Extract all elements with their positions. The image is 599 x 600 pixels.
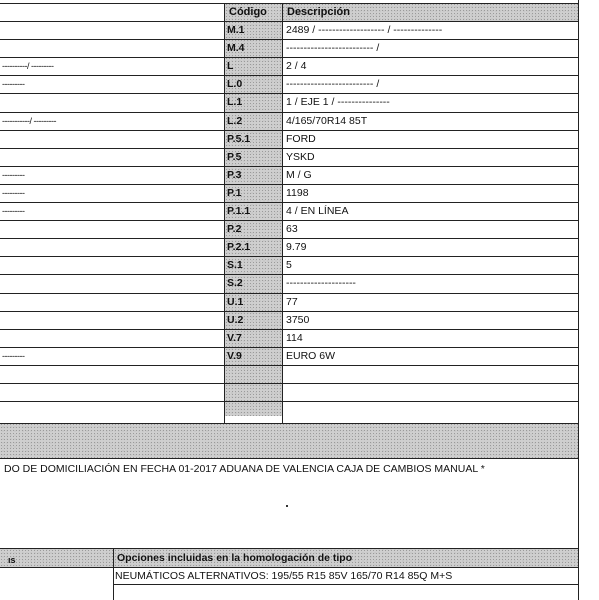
row-code: V.9 bbox=[227, 350, 242, 362]
row-code: U.2 bbox=[227, 314, 244, 326]
row-description: 77 bbox=[286, 296, 298, 308]
row-left-value: --------- bbox=[2, 351, 25, 361]
row-code: V.7 bbox=[227, 332, 242, 344]
options-header: Opciones incluidas en la homologación de tipo bbox=[117, 552, 353, 564]
row-line bbox=[0, 256, 579, 257]
section-divider bbox=[113, 584, 579, 585]
row-line bbox=[0, 130, 579, 131]
row-line bbox=[0, 347, 579, 348]
row-description: 3750 bbox=[286, 314, 310, 326]
row-description: ------------------------- / bbox=[286, 42, 380, 54]
row-line bbox=[0, 166, 579, 167]
row-code: P.5.1 bbox=[227, 133, 251, 145]
row-left-value: --------- bbox=[2, 170, 25, 180]
row-code: L.0 bbox=[227, 78, 243, 90]
section-band bbox=[0, 423, 578, 458]
row-left-value: --------- bbox=[2, 206, 25, 216]
row-description: FORD bbox=[286, 133, 316, 145]
row-code: M.1 bbox=[227, 24, 245, 36]
row-code: L.1 bbox=[227, 96, 243, 108]
row-line bbox=[0, 329, 579, 330]
row-line bbox=[0, 3, 579, 4]
row-left-value: --------- bbox=[2, 79, 25, 89]
options-text: NEUMÁTICOS ALTERNATIVOS: 195/55 R15 85V 165/70 R14 85Q M+S bbox=[115, 570, 453, 582]
row-description: 4/165/70R14 85T bbox=[286, 115, 368, 127]
row-code: L bbox=[227, 60, 234, 72]
row-code: S.1 bbox=[227, 259, 243, 271]
row-code: U.1 bbox=[227, 296, 244, 308]
header-code: Código bbox=[229, 6, 267, 18]
row-code: L.2 bbox=[227, 115, 243, 127]
scan-speck bbox=[286, 505, 288, 507]
row-description: 4 / EN LÍNEA bbox=[286, 205, 349, 217]
row-left-value: --------- bbox=[2, 188, 25, 198]
row-code: P.2.1 bbox=[227, 241, 251, 253]
header-description: Descripción bbox=[287, 6, 350, 18]
row-description: M / G bbox=[286, 169, 312, 181]
table-header-bg bbox=[225, 3, 578, 21]
row-description: YSKD bbox=[286, 151, 315, 163]
row-code: P.1 bbox=[227, 187, 242, 199]
row-line bbox=[0, 220, 579, 221]
row-description: 9.79 bbox=[286, 241, 307, 253]
row-line bbox=[0, 401, 579, 402]
options-divider bbox=[113, 548, 114, 600]
row-line bbox=[0, 365, 579, 366]
row-code: P.5 bbox=[227, 151, 242, 163]
row-description: EURO 6W bbox=[286, 350, 336, 362]
row-description: 5 bbox=[286, 259, 292, 271]
options-left-label: ıs bbox=[8, 555, 16, 565]
section-divider bbox=[0, 567, 579, 568]
row-line bbox=[0, 148, 579, 149]
row-description: 2489 / ------------------- / -------------- bbox=[286, 24, 443, 36]
row-left-value: ----------/ --------- bbox=[2, 61, 54, 71]
row-left-value: -----------/ --------- bbox=[2, 116, 56, 126]
section-divider bbox=[0, 423, 579, 424]
row-description: 1198 bbox=[286, 187, 309, 199]
row-line bbox=[0, 57, 579, 58]
table-divider bbox=[224, 3, 225, 423]
row-line bbox=[0, 184, 579, 185]
row-line bbox=[0, 311, 579, 312]
row-description: -------------------- bbox=[286, 277, 356, 289]
row-line bbox=[0, 238, 579, 239]
section-divider bbox=[0, 548, 579, 549]
row-line bbox=[0, 274, 579, 275]
row-line bbox=[0, 112, 579, 113]
row-line bbox=[0, 93, 579, 94]
row-code: S.2 bbox=[227, 277, 243, 289]
row-line bbox=[0, 21, 579, 22]
table-divider bbox=[578, 0, 579, 600]
row-code: M.4 bbox=[227, 42, 245, 54]
row-description: 1 / EJE 1 / --------------- bbox=[286, 96, 390, 108]
row-line bbox=[0, 39, 579, 40]
row-line bbox=[0, 383, 579, 384]
row-code: P.3 bbox=[227, 169, 242, 181]
row-description: 114 bbox=[286, 332, 303, 344]
row-line bbox=[0, 202, 579, 203]
row-description: 63 bbox=[286, 223, 298, 235]
section-divider bbox=[0, 458, 579, 459]
row-line bbox=[0, 293, 579, 294]
row-code: P.1.1 bbox=[227, 205, 251, 217]
remarks-text: DO DE DOMICILIACIÓN EN FECHA 01-2017 ADUANA DE VALENCIA CAJA DE CAMBIOS MANUAL * bbox=[4, 463, 485, 475]
row-line bbox=[0, 75, 579, 76]
row-description: 2 / 4 bbox=[286, 60, 307, 72]
row-description: ------------------------- / bbox=[286, 78, 380, 90]
row-code: P.2 bbox=[227, 223, 242, 235]
